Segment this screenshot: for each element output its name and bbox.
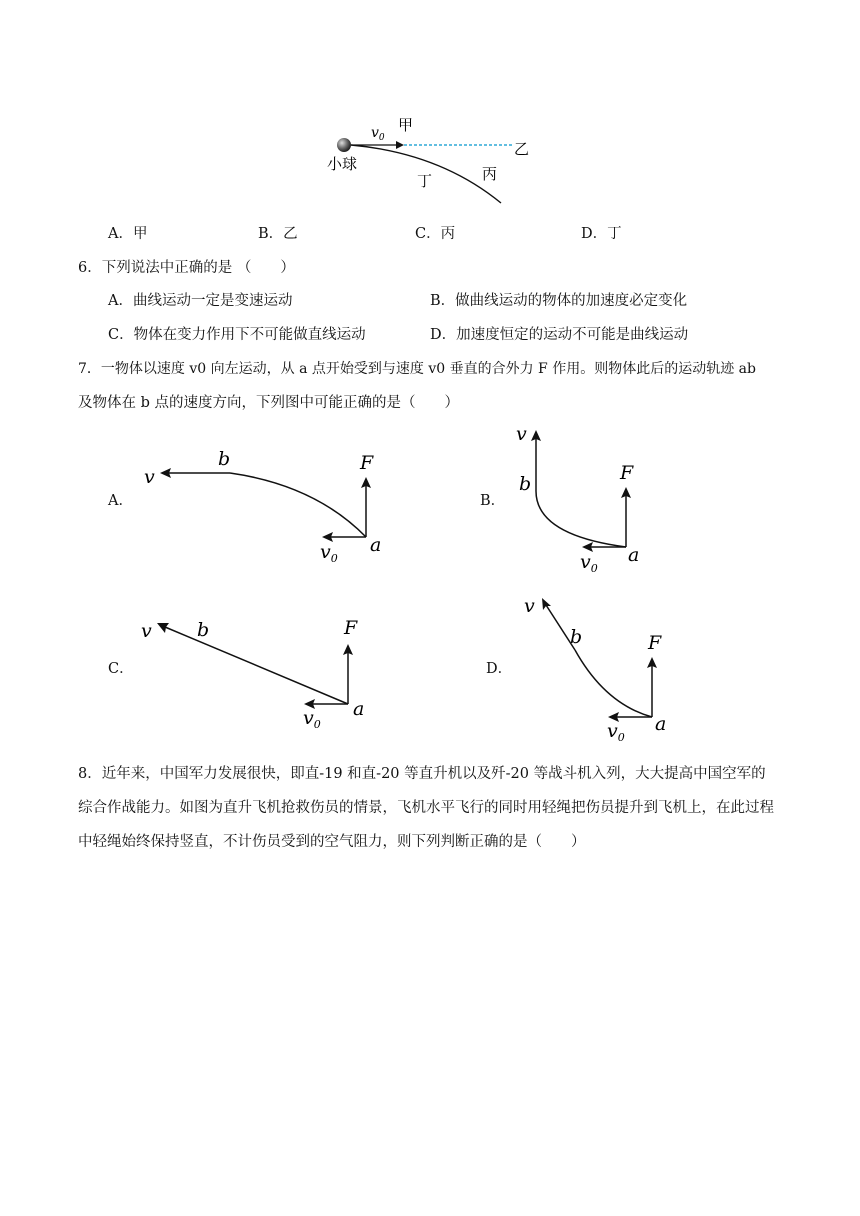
q7-option-c-letter[interactable]: C． [108, 661, 134, 677]
label-b: b [218, 448, 231, 470]
q5-option-c[interactable]: C．丙 [415, 226, 456, 242]
v0-arrowhead [396, 141, 404, 149]
q7-option-d-figure[interactable] [515, 592, 685, 752]
label-v0: $v_0$ [607, 720, 625, 744]
ball-icon [337, 138, 351, 152]
trajectory-ab [575, 650, 652, 717]
trajectory-ab [165, 627, 348, 704]
label-F: F [360, 452, 374, 474]
q7-stem-line2: 及物体在 b 点的速度方向，下列图中可能正确的是（ ） [78, 395, 459, 411]
label-yi: 乙 [514, 140, 530, 158]
label-a: a [370, 534, 382, 556]
q5-trajectory-figure [320, 108, 550, 210]
label-v: v [516, 423, 527, 445]
label-ding: 丁 [417, 172, 433, 190]
q7-option-a-figure[interactable] [140, 445, 400, 575]
label-F: F [648, 632, 662, 654]
q6-option-a[interactable]: A．曲线运动一定是变速运动 [108, 293, 293, 309]
label-b: b [519, 473, 532, 495]
q6-option-c[interactable]: C．物体在变力作用下不可能做直线运动 [108, 327, 366, 343]
trajectory-ab [536, 490, 626, 547]
label-v: v [144, 466, 155, 488]
q6-stem: 6．下列说法中正确的是 （ ） [78, 260, 295, 276]
label-v0: $v_0$ [303, 707, 321, 731]
label-v: v [141, 620, 152, 642]
label-v0: $v_0$ [580, 551, 598, 575]
q7-stem-line1: 7．一物体以速度 v0 向左运动，从 a 点开始受到与速度 v0 垂直的合外力 F 作用。则物体此后的运动轨迹 ab [78, 361, 756, 377]
velocity-b-arrowhead [542, 598, 551, 610]
q5-option-a[interactable]: A．甲 [108, 226, 148, 242]
q8-stem: 8．近年来，中国军力发展很快，即直-19 和直-20 等直升机以及歼-20 等战斗机入列，大大提高中国空军的综合作战能力。如图为直升飞机抢救伤员的情景，飞机水平飞行的同时用轻绳把伤员提升到飞机上，在此过程中轻绳始终保持竖直，不计伤员受到的空气阻力，则下列判断正确的是（ ） [78, 766, 774, 850]
v0-label: $v_0$ [371, 125, 385, 143]
label-v: v [524, 595, 535, 617]
ball-label: 小球 [327, 155, 358, 173]
q5-option-b[interactable]: B．乙 [258, 226, 298, 242]
label-b: b [197, 619, 210, 641]
q6-option-b[interactable]: B．做曲线运动的物体的加速度必定变化 [430, 293, 688, 309]
label-b: b [570, 626, 583, 648]
label-jia: 甲 [398, 116, 414, 134]
trajectory-ab [230, 473, 366, 537]
q7-option-d-letter[interactable]: D． [486, 661, 513, 677]
q7-option-b-letter[interactable]: B． [480, 493, 506, 509]
q7-option-c-figure[interactable] [135, 608, 375, 738]
label-a: a [353, 698, 365, 720]
label-v0: $v_0$ [320, 541, 338, 565]
label-a: a [628, 544, 640, 566]
q6-option-d[interactable]: D．加速度恒定的运动不可能是曲线运动 [430, 327, 689, 343]
q5-option-d[interactable]: D．丁 [581, 226, 622, 242]
label-F: F [344, 617, 358, 639]
q7-option-a-letter[interactable]: A． [108, 493, 133, 509]
label-a: a [655, 713, 667, 735]
label-bing: 丙 [482, 165, 498, 183]
label-F: F [620, 462, 634, 484]
q7-option-b-figure[interactable] [505, 420, 665, 580]
